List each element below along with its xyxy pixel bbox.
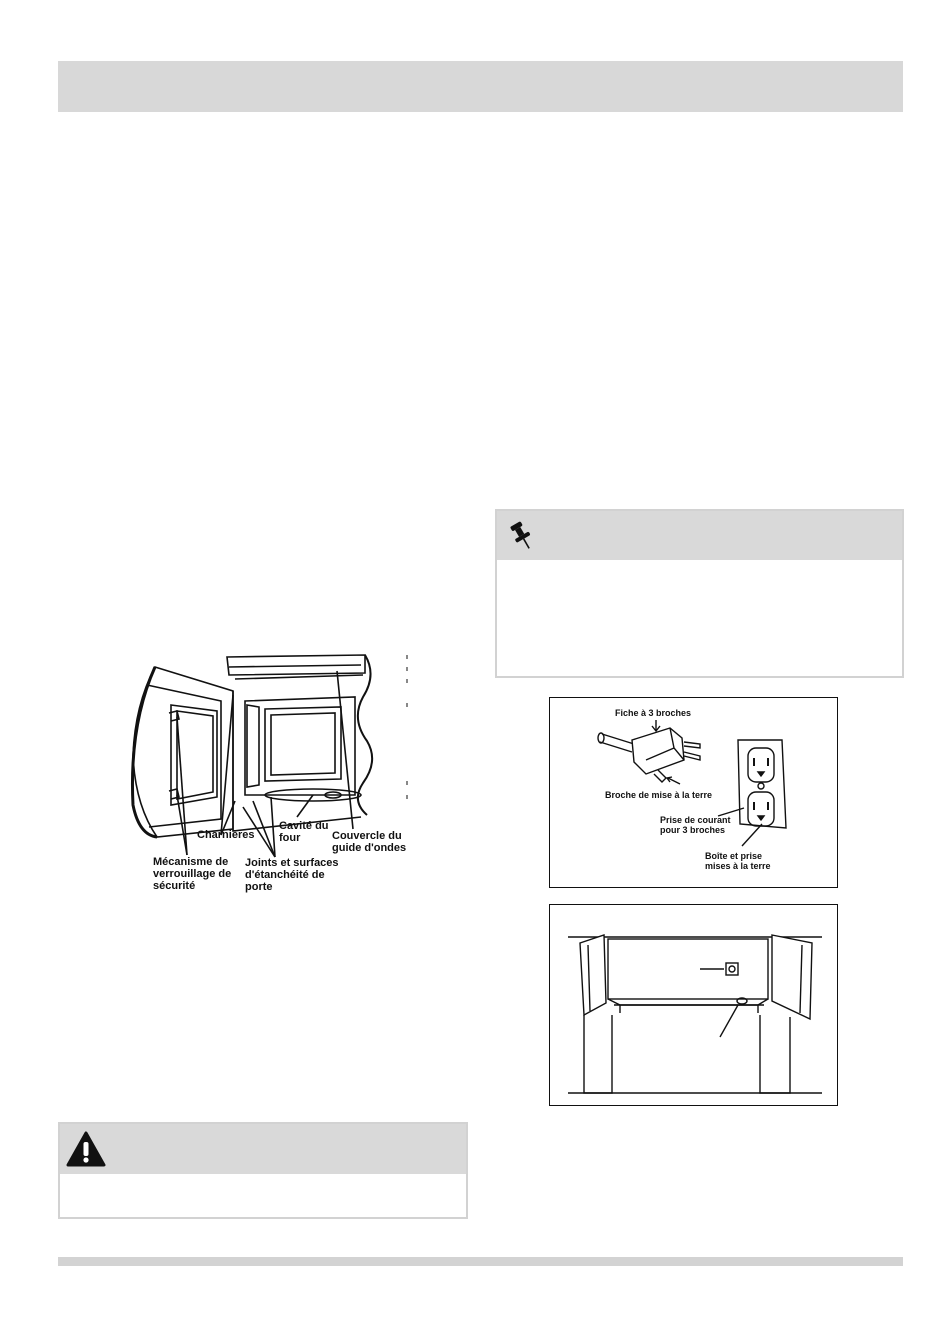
note-box-header bbox=[497, 511, 902, 560]
warning-box-header bbox=[60, 1124, 466, 1174]
label-waveguide-cover: Couvercle du guide d'ondes bbox=[332, 830, 407, 854]
footer-band bbox=[58, 1257, 903, 1266]
label-grounded-box: Boîte et prise mises à la terre bbox=[705, 851, 771, 871]
label-door-seals: Joints et surfaces d'étanchéité de porte bbox=[245, 857, 339, 893]
label-oven-cavity: Cavité du four bbox=[279, 820, 329, 844]
label-three-prong-outlet: Prise de courant pour 3 broches bbox=[660, 815, 731, 835]
cabinet-drawing bbox=[550, 905, 839, 1107]
plug-outlet-figure bbox=[549, 697, 838, 888]
warning-triangle-icon bbox=[66, 1131, 106, 1167]
note-box bbox=[495, 509, 904, 678]
label-ground-prong: Broche de mise à la terre bbox=[605, 790, 713, 800]
warning-box bbox=[58, 1122, 468, 1219]
label-three-prong-plug: Fiche à 3 broches bbox=[615, 708, 692, 718]
pushpin-icon bbox=[509, 520, 535, 550]
microwave-figure bbox=[125, 645, 415, 905]
cabinet-figure bbox=[549, 904, 838, 1106]
label-hinges: Charnières bbox=[197, 829, 255, 841]
header-band bbox=[58, 61, 903, 112]
label-safety-lock: Mécanisme de verrouillage de sécurité bbox=[153, 856, 232, 892]
